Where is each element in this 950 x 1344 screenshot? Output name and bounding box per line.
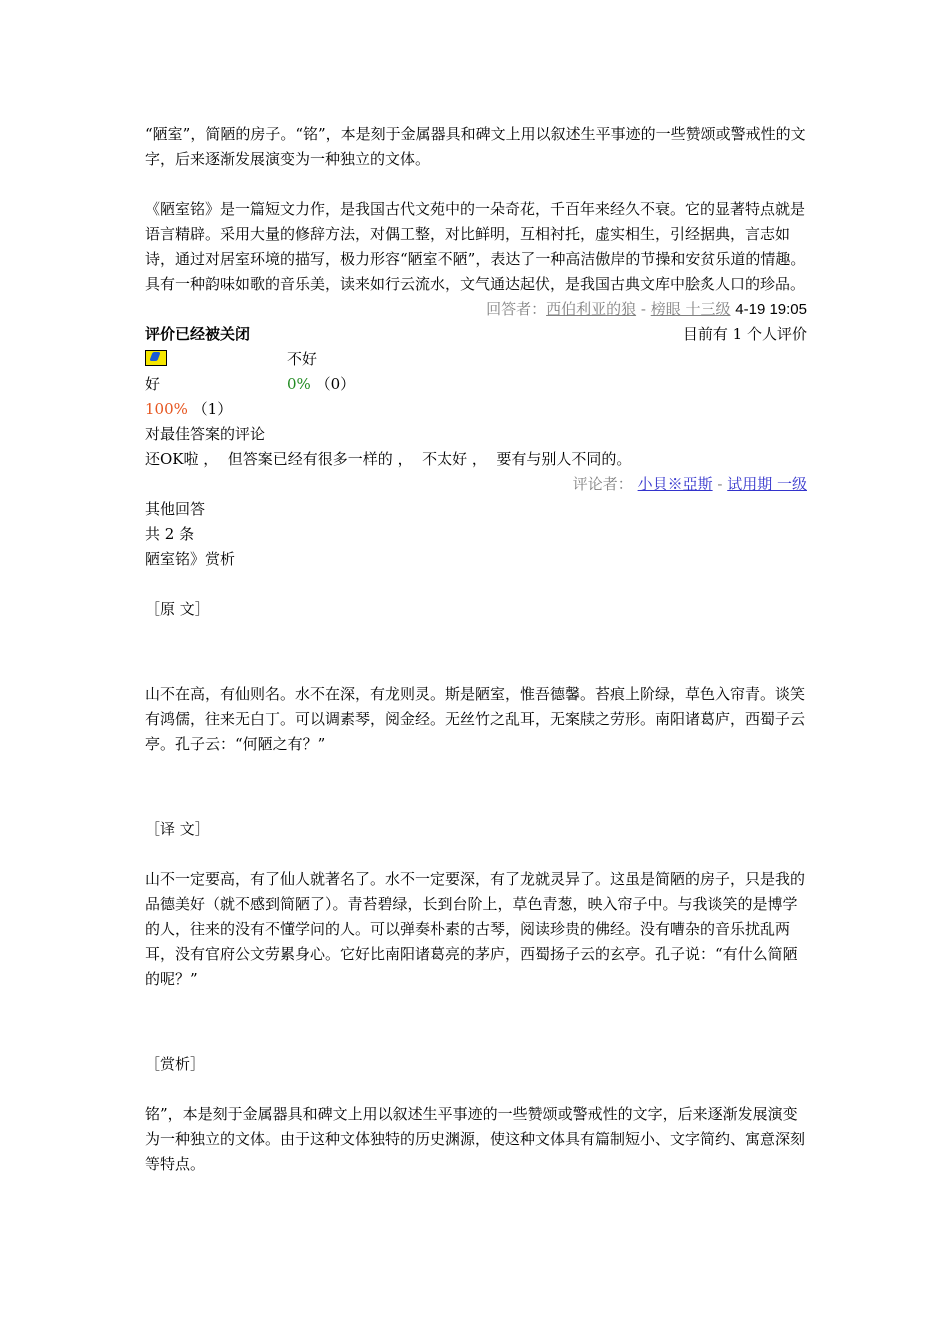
original-text: 山不在高，有仙则名。水不在深，有龙则灵。斯是陋室，惟吾德馨。苔痕上阶绿，草色入帘青。谈笑有鸿儒，往来无白丁。可以调素琴，阅金经。无丝竹之乱耳，无案牍之劳形。南阳诸葛庐，西蜀子云亭。孔子云：“何陋之有？” — [145, 685, 806, 753]
bad-label: 不好 — [287, 350, 318, 368]
good-result — [145, 397, 287, 422]
translation-text: 山不一定要高，有了仙人就著名了。水不一定要深，有了龙就灵异了。这虽是简陋的房子，只是我的品德美好（就不感到简陋了）。青苔碧绿，长到台阶上，草色青葱，映入帘子中。与我谈笑的是博学的人，往来的没有不懂学问的人。可以弹奏朴素的古琴，阅读珍贵的佛经。没有嘈杂的音乐扰乱两耳，没有官府公文劳累身心。它好比南阳诸葛亮的茅庐，西蜀扬子云的玄亭。孔子说：“有什么简陋的呢？” — [145, 870, 806, 988]
answer-time: 4-19 19:05 — [735, 301, 807, 318]
translation-label: ［译 文］ — [145, 820, 210, 838]
commenter-line — [145, 472, 807, 497]
intro-paragraph-2: 《陋室铭》是一篇短文力作，是我国古代文苑中的一朵奇花，千百年来经久不衰。它的显著特点就是语言精辟。采用大量的修辞方法，对偶工整，对比鲜明，互相衬托，虚实相生，引经据典，言志如诗，通过对居室环境的描写，极力形容“陋室不陋”，表达了一种高洁傲岸的节操和安贫乐道的情趣。具有一种韵味如歌的音乐美，读来如行云流水，文气通达起伏，是我国古典文库中脍炙人口的珍品。 — [145, 200, 806, 293]
answerer-rank-link[interactable]: 榜眼 十三级 — [650, 300, 731, 318]
commenter-label: 评论者： — [572, 475, 633, 493]
rating-count: 目前有 1 个人评价 — [682, 325, 807, 343]
bad-result — [287, 372, 807, 397]
rating-icon-cell — [145, 347, 287, 372]
comment-text: 还OK啦 ， 但答案已经有很多一样的 ， 不太好 ， 要有与别人不同的。 — [145, 450, 632, 468]
other-answers-heading: 其他回答 — [145, 500, 206, 518]
bad-percent: 0% — [287, 375, 311, 393]
rating-closed-label: 评价已经被关闭 — [145, 325, 251, 343]
other-answer-title: 陋室铭》赏析 — [145, 550, 236, 568]
intro-paragraph-1: “陋室”，简陋的房子。“铭”，本是刻于金属器具和碑文上用以叙述生平事迹的一些赞颂或警戒性的文字，后来逐渐发展演变为一种独立的文体。 — [145, 125, 806, 168]
answerer-separator: - — [636, 300, 651, 318]
good-label: 好 — [145, 375, 161, 393]
good-count: （1） — [192, 400, 233, 418]
other-answers-count: 共 2 条 — [145, 525, 195, 543]
commenter-rank-link[interactable]: 试用期 一级 — [727, 475, 807, 493]
bad-count: （0） — [315, 375, 356, 393]
vote-icon — [145, 350, 167, 366]
appreciation-label: ［赏析］ — [145, 1055, 206, 1073]
comment-heading: 对最佳答案的评论 — [145, 425, 266, 443]
commenter-name-link[interactable]: 小貝※亞斯 — [637, 475, 713, 493]
answerer-label: 回答者： — [486, 300, 547, 318]
good-percent: 100% — [145, 400, 188, 418]
rating-header — [145, 322, 807, 347]
answerer-line — [145, 297, 807, 322]
original-text-label: ［原 文］ — [145, 600, 210, 618]
commenter-separator: - — [712, 475, 728, 493]
appreciation-text: 铭”，本是刻于金属器具和碑文上用以叙述生平事迹的一些赞颂或警戒性的文字，后来逐渐发展演变为一种独立的文体。由于这种文体独特的历史渊源，使这种文体具有篇制短小、文字简约、寓意深刻等特点。 — [145, 1105, 806, 1173]
answerer-name-link[interactable]: 西伯利亚的狼 — [546, 300, 637, 318]
rating-block — [145, 347, 807, 422]
document-body — [145, 122, 807, 1177]
